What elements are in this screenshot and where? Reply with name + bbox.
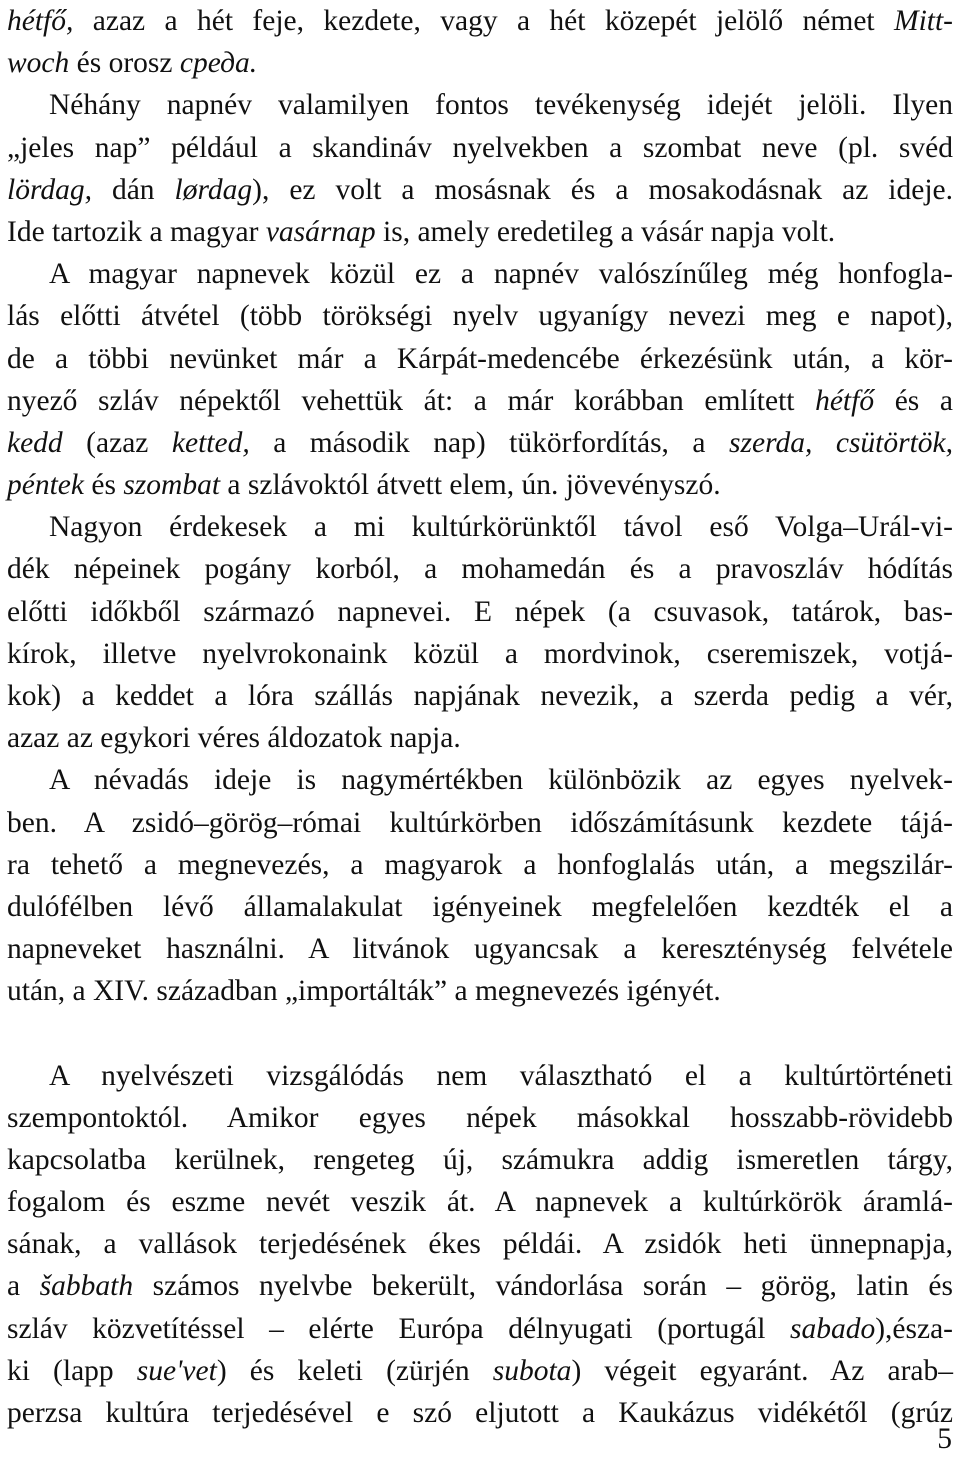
text-line xyxy=(7,548,953,590)
italic-term: sabado xyxy=(789,1312,876,1345)
text-line xyxy=(7,886,953,928)
text-line xyxy=(7,1350,953,1392)
text-run: szempontoktól. Amikor egyes népek másokkal hosszabb-rövidebb xyxy=(7,1101,953,1134)
text-run: előtti időkből származó napnevei. E népek (a csuvasok, tatárok, bas- xyxy=(7,595,953,628)
text-line xyxy=(7,759,953,801)
text-line xyxy=(7,380,953,422)
text-line xyxy=(7,1139,953,1181)
text-line xyxy=(7,506,953,548)
text-run: után, a XIV. században „importálták” a megnevezés igényét. xyxy=(7,975,721,1008)
text-run: kok) a keddet a lóra szállás napjának nevezik, a szerda pedig a vér, xyxy=(7,680,953,712)
text-line xyxy=(7,253,953,295)
italic-term: sue'vet xyxy=(136,1354,217,1387)
text-run: dék népeinek pogány korból, a mohamedán és a pravoszláv hódítás xyxy=(7,553,953,586)
text-run: fogalom és eszme nevét veszik át. A napnevek a kultúrkörök áramlá- xyxy=(7,1186,953,1219)
text-run: ki (lapp xyxy=(7,1354,137,1387)
text-run: szláv közvetítéssel – elérte Európa délnyugati (portugál xyxy=(7,1312,790,1345)
text-line xyxy=(7,844,953,886)
italic-term: subota xyxy=(492,1354,572,1387)
text-run: kapcsolatba kerülnek, rengeteg új, számukra addig ismeretlen tárgy, xyxy=(7,1143,953,1176)
text-run: és orosz xyxy=(69,47,180,80)
text-run: dulófélben lévő államalakulat igényeinek megfelelően kezdték el a xyxy=(7,890,953,923)
text-line xyxy=(7,1308,953,1350)
text-line xyxy=(7,928,953,970)
text-run: kírok, illetve nyelvrokonaink közül a mordvinok, cseremiszek, votjá- xyxy=(7,637,953,670)
text-line xyxy=(7,970,953,1012)
text-run: ) és keleti (zürjén xyxy=(216,1354,493,1387)
paragraph-gap xyxy=(7,1013,953,1055)
italic-term: Mitt- xyxy=(894,5,953,37)
text-run: napneveket használni. A litvánok ugyancsak a kereszténység felvétele xyxy=(7,933,953,966)
italic-term: szombat xyxy=(123,469,221,502)
paragraph xyxy=(7,1055,953,1435)
text-line xyxy=(7,338,953,380)
text-line xyxy=(7,1055,953,1097)
text-line xyxy=(7,1097,953,1139)
text-line xyxy=(7,1265,953,1307)
text-run: a xyxy=(7,1270,40,1303)
text-run: azaz a hét feje, kezdete, vagy a hét közepét jelölő német xyxy=(73,5,894,37)
text-run: Nagyon érdekesek a mi kultúrkörünktől távol eső Volga–Urál-vi- xyxy=(49,511,953,544)
text-line xyxy=(7,42,953,84)
text-line xyxy=(7,633,953,675)
text-run: ), ez volt a mosásnak és a mosakodásnak az ideje. xyxy=(252,173,953,206)
text-run: de a többi nevünket már a Kárpát-medencébe érkezésünk után, a kör- xyxy=(7,342,953,375)
text-run: és a xyxy=(874,384,953,417)
text-line xyxy=(7,0,953,42)
italic-term: vasárnap xyxy=(265,215,376,248)
italic-term: szerda, csütörtök, xyxy=(729,426,954,459)
text-line xyxy=(7,127,953,169)
text-run: ben. A zsidó–görög–római kultúrkörben időszámításunk kezdete tájá- xyxy=(7,806,953,839)
text-run: A névadás ideje is nagymértékben különbözik az egyes nyelvek- xyxy=(49,764,953,797)
text-line xyxy=(7,1392,953,1434)
text-run: (azaz xyxy=(62,426,172,459)
text-run: A magyar napnevek közül ez a napnév valószínűleg még honfogla- xyxy=(49,258,953,291)
text-run: nyező szláv népektől vehettük át: a már korábban említett xyxy=(7,384,816,417)
text-run: ),észa- xyxy=(875,1312,953,1345)
text-line xyxy=(7,591,953,633)
text-run: Néhány napnév valamilyen fontos tevékenység idejét jelöli. Ilyen xyxy=(49,89,953,122)
italic-term: woch xyxy=(7,47,70,80)
italic-term: ketted, xyxy=(171,426,250,459)
italic-term: lørdag xyxy=(174,173,253,206)
paragraph xyxy=(7,506,953,759)
text-run: a második nap) tükörfordítás, a xyxy=(249,426,730,459)
text-line xyxy=(7,717,953,759)
italic-term: péntek xyxy=(7,469,84,502)
text-run: ) végeit egyaránt. Az arab– xyxy=(571,1354,954,1387)
text-line xyxy=(7,802,953,844)
italic-term: среда. xyxy=(179,47,258,80)
text-run: „jeles nap” például a skandináv nyelvekben a szombat neve (pl. svéd xyxy=(7,131,953,164)
text-line xyxy=(7,295,953,337)
text-run: A nyelvészeti vizsgálódás nem választható el a kultúrtörténeti xyxy=(49,1059,953,1092)
text-line xyxy=(7,84,953,126)
text-run: ra tehető a megnevezés, a magyarok a honfoglalás után, a megszilár- xyxy=(7,848,953,881)
text-run: azaz az egykori véres áldozatok napja. xyxy=(7,722,461,755)
text-line xyxy=(7,211,953,253)
text-line xyxy=(7,464,953,506)
text-line xyxy=(7,675,953,717)
text-run: Ide tartozik a magyar xyxy=(7,215,266,248)
italic-term: hétfő, xyxy=(7,5,74,37)
document-page xyxy=(7,0,953,1434)
text-run: a szlávoktól átvett elem, ún. jövevényszó. xyxy=(220,469,721,502)
text-run: sának, a vallások terjedésének ékes példái. A zsidók heti ünnepnapja, xyxy=(7,1228,953,1261)
paragraph xyxy=(7,759,953,1012)
italic-term: hétfő xyxy=(815,384,875,417)
italic-term: lördag, xyxy=(7,173,92,206)
italic-term: šabbath xyxy=(39,1270,134,1303)
text-run: lás előtti átvétel (több törökségi nyelv ugyanígy nevezi meg e napot), xyxy=(7,300,953,333)
text-run: dán xyxy=(91,173,175,206)
paragraph xyxy=(7,0,953,84)
page-number: 5 xyxy=(937,1423,952,1455)
text-run: számos nyelvbe bekerült, vándorlása során – görög, latin és xyxy=(133,1270,954,1303)
text-line xyxy=(7,1181,953,1223)
paragraph xyxy=(7,84,953,253)
paragraph xyxy=(7,253,953,506)
text-run: és xyxy=(83,469,124,502)
text-line xyxy=(7,169,953,211)
text-run: perzsa kultúra terjedésével e szó eljutott a Kaukázus vidékétől (grúz xyxy=(7,1397,953,1429)
text-line xyxy=(7,422,953,464)
text-line xyxy=(7,1223,953,1265)
text-run: is, amely eredetileg a vásár napja volt. xyxy=(375,215,836,248)
italic-term: kedd xyxy=(7,426,63,459)
